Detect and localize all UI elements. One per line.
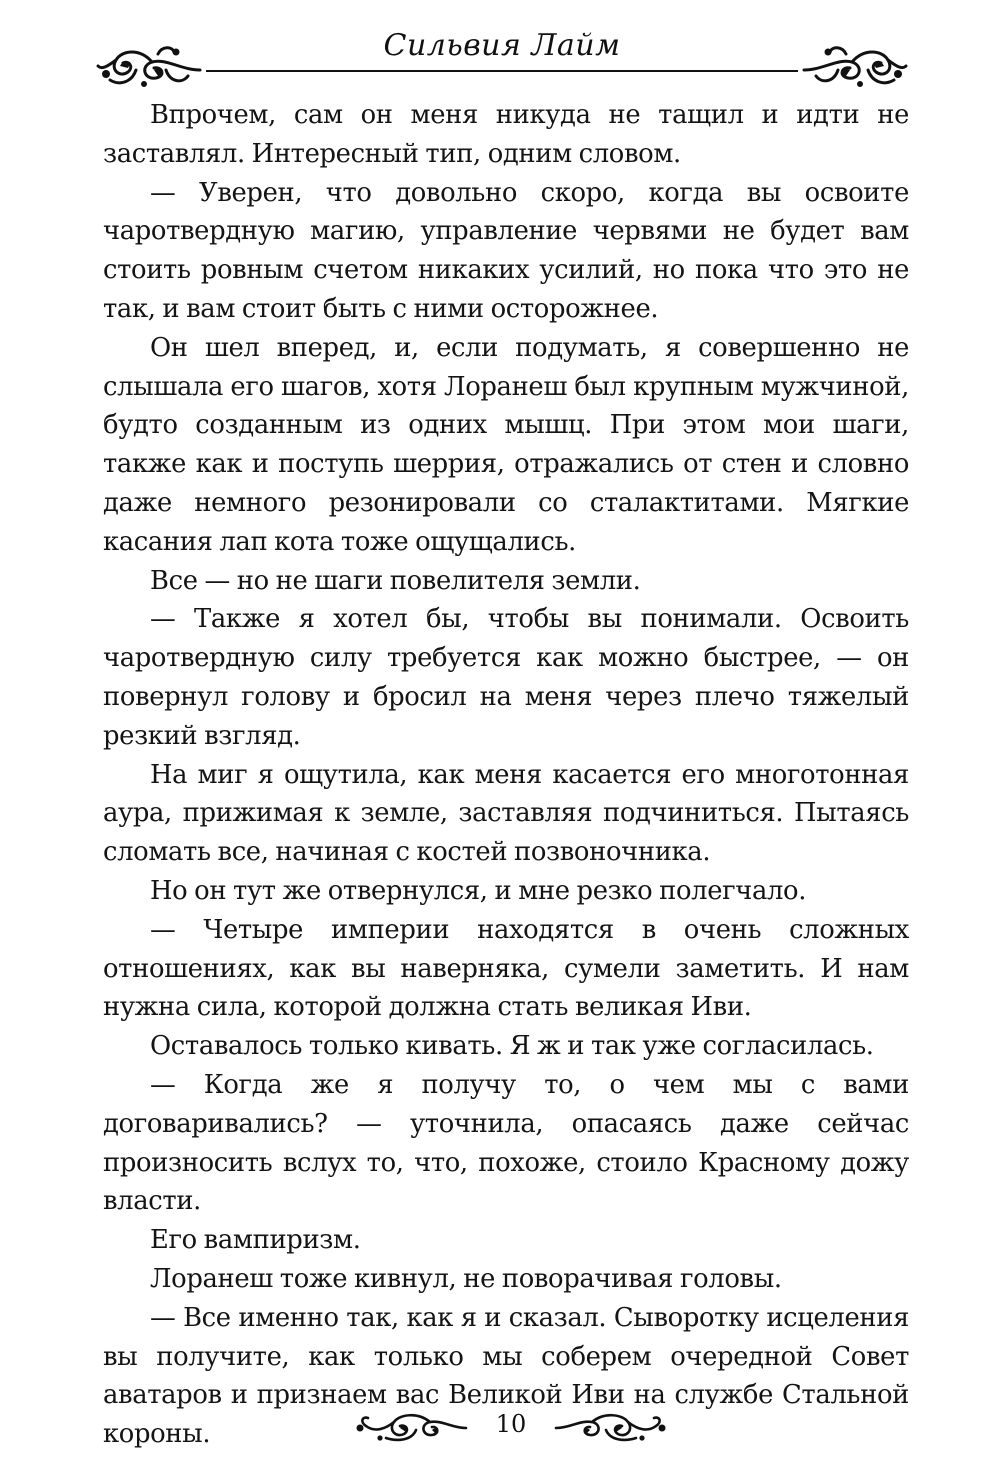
header-right-ornament-icon bbox=[800, 40, 908, 90]
page-footer bbox=[356, 1400, 666, 1450]
page-body-text bbox=[103, 96, 909, 1454]
paragraph: Оставалось только кивать. Я ж и так уже согласилась. bbox=[150, 1031, 874, 1062]
paragraph: Но он тут же отвернулся, и мне резко полегчало. bbox=[150, 875, 807, 906]
paragraph: — Четыре империи находятся в очень сложных отношениях, как вы наверняка, сумели заметить. И нам нужна сила, которой должна стать великая Иви. bbox=[103, 914, 909, 1023]
paragraph: — Также я хотел бы, чтобы вы понимали. Освоить чаротвердную силу требуется как можно быстрее, — он повернул голову и бросил на меня через плечо тяжелый резкий взгляд. bbox=[103, 604, 909, 751]
paragraph: Все — но не шаги повелителя земли. bbox=[150, 565, 641, 596]
paragraph: Его вампиризм. bbox=[150, 1225, 361, 1256]
footer-right-ornament-icon bbox=[554, 1408, 666, 1444]
running-header bbox=[96, 18, 908, 90]
header-rule bbox=[206, 70, 798, 72]
paragraph: — Все именно так, как я и сказал. Сыворотку исцеления вы получите, как только мы соберем очередной Совет аватаров и признаем вас Великой Иви на службе Стальной короны. bbox=[103, 1302, 909, 1450]
paragraph: Лоранеш тоже кивнул, не поворачивая головы. bbox=[150, 1263, 782, 1294]
paragraph: На миг я ощутила, как меня касается его многотонная аура, прижимая к земле, заставляя подчиниться. Пытаясь сломать все, начиная с костей позвоночника. bbox=[103, 759, 909, 868]
paragraph: Он шел вперед, и, если подумать, я совершенно не слышала его шагов, хотя Лоранеш был крупным мужчиной, будто созданным из одних мышц. При этом мои шаги, также как и поступь шеррия, отражались от стен и словно даже немного резонировали со сталактитами. Мягкие касания лап кота тоже ощущались. bbox=[103, 332, 909, 557]
page-number: 10 bbox=[495, 1410, 527, 1438]
paragraph: — Уверен, что довольно скоро, когда вы освоите чаротвердную магию, управление червями не будет вам стоить ровным счетом никаких усилий, но пока что это не так, и вам стоит быть с ними осторожнее. bbox=[103, 177, 909, 324]
paragraph: Впрочем, сам он меня никуда не тащил и идти не заставлял. Интересный тип, одним словом. bbox=[103, 100, 909, 169]
header-author-name: Сильвия Лайм bbox=[383, 28, 621, 63]
paragraph: — Когда же я получу то, о чем мы с вами договаривались? — уточнила, опасаясь даже сейчас произносить вслух то, что, похоже, стоило Красному дожу власти. bbox=[103, 1069, 909, 1217]
